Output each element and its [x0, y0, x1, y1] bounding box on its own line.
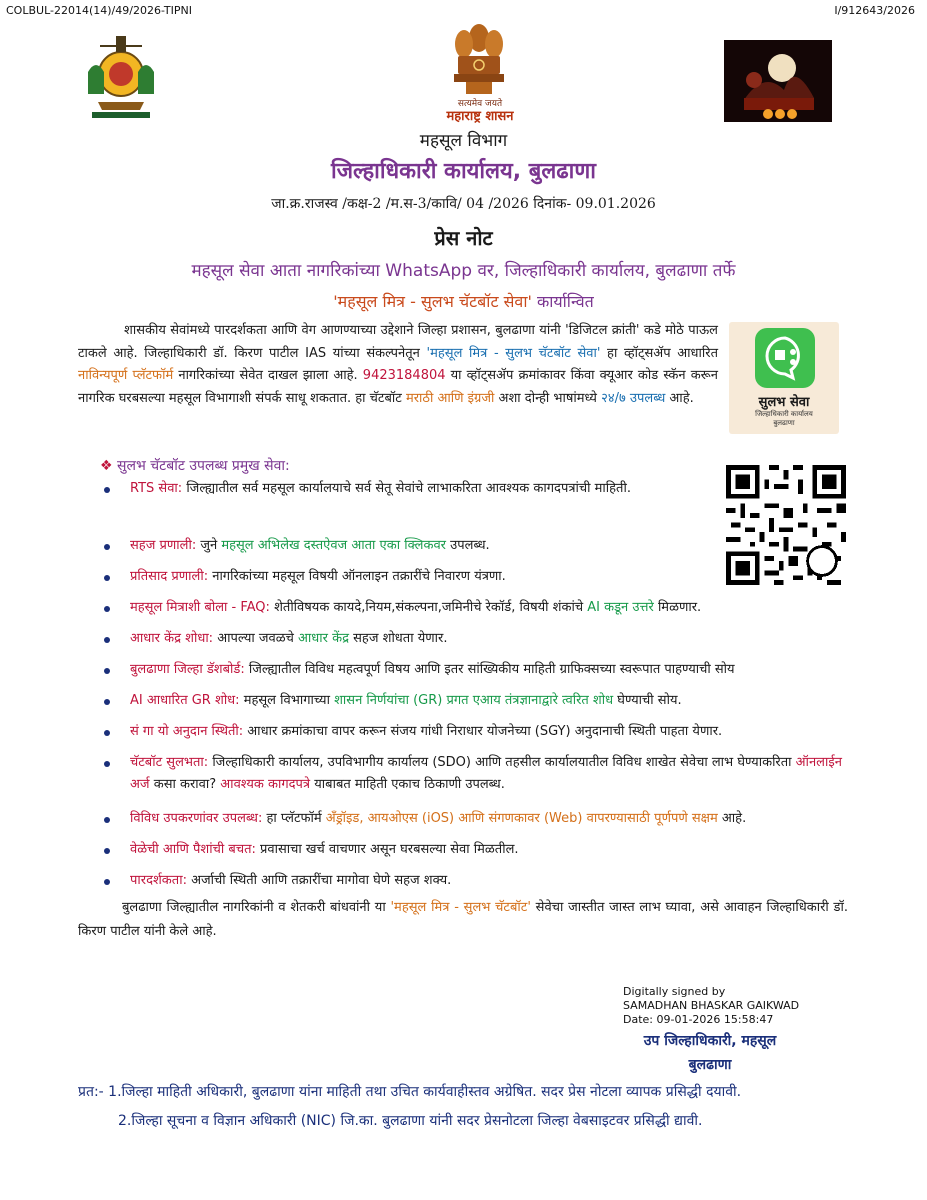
service-description: सहज शोधता येणार.: [349, 631, 448, 646]
closing-paragraph: बुलढाणा जिल्ह्यातील नागरिकांनी व शेतकरी बांधवांनी या 'महसूल मित्र - सुलभ चॅटबॉट' सेवेचा जास्तीत जास्त लाभ घ्यावा, असे आवाहन जिल्हाधिकारी डॉ. किरण पाटील यांनी केले आहे.: [78, 900, 848, 939]
service-highlight: AI कडून उत्तरे: [587, 600, 654, 615]
service-list-item: [110, 721, 850, 743]
service-description: उपलब्ध.: [446, 538, 490, 553]
service-list-item: [110, 535, 850, 557]
national-emblem-icon: [444, 20, 514, 98]
service-title: पारदर्शकता:: [130, 873, 187, 888]
service-title: चॅटबॉट सुलभता:: [130, 755, 209, 770]
signature-line: Digitally signed by: [623, 985, 726, 998]
bullet-icon: [104, 668, 110, 674]
reference-line: जा.क्र.राजस्व /कक्ष-2 /म.स-3/कावि/ 04 /2026 दिनांक- 09.01.2026: [271, 196, 656, 212]
service-title: RTS सेवा:: [130, 481, 183, 496]
copy-to-line-2: 2.जिल्हा सूचना व विज्ञान अधिकारी (NIC) जि.का. बुलढाणा यांनी सदर प्रेसनोटला जिल्हा वेबसाइटवर प्रसिद्धी द्यावी.: [118, 1113, 703, 1129]
emblem-state-name: महाराष्ट्र शासन: [446, 109, 514, 124]
service-list-item: [110, 870, 850, 892]
service-list-item: [110, 839, 850, 861]
service-list-item: [110, 659, 850, 681]
service-name-highlight: 'महसूल मित्र - सुलभ चॅटबॉट सेवा': [426, 345, 601, 361]
bullet-icon: [104, 699, 110, 705]
service-title: सहज प्रणाली:: [130, 538, 197, 553]
office-title: जिल्हाधिकारी कार्यालय, बुलढाणा: [331, 159, 596, 184]
service-description: जुने: [196, 538, 222, 553]
anniversary-logo-icon: [724, 40, 832, 122]
service-description: घेण्याची सोय.: [613, 693, 682, 708]
service-title: सं गा यो अनुदान स्थिती:: [130, 724, 244, 739]
service-description: जिल्ह्यातील विविध महत्वपूर्ण विषय आणि इतर सांख्यिकीय माहिती ग्राफिक्सच्या स्वरूपात पाहण्याची सोय: [244, 662, 735, 677]
service-title: महसूल मित्राशी बोला - FAQ:: [130, 600, 270, 615]
service-list-item: [110, 628, 850, 650]
service-list-item: [110, 752, 850, 796]
service-name-highlight: 'महसूल मित्र - सुलभ चॅटबॉट सेवा': [333, 292, 532, 311]
service-description: महसूल विभागाच्या: [239, 693, 335, 708]
digital-signature-block: [623, 985, 799, 1027]
service-highlight: आवश्यक कागदपत्रे: [220, 777, 311, 792]
service-description: जिल्हाधिकारी कार्यालय, उपविभागीय कार्यालय (SDO) आणि तहसील कार्यालयातील विविध शाखेत सेवेचा लाभ घेण्याकरिता: [208, 755, 796, 770]
bullet-icon: [104, 817, 110, 823]
service-title: वेळेची आणि पैशांची बचत:: [130, 842, 256, 857]
service-list-item: [110, 566, 850, 588]
service-description: अर्जाची स्थिती आणि तक्रारींचा मागोवा घेणे सहज शक्य.: [186, 873, 452, 888]
service-highlight: अँड्रॉइड, आयओएस (iOS) आणि संगणकावर (Web) वापरण्यासाठी पूर्णपणे सक्षम: [325, 811, 718, 826]
bullet-icon: [104, 487, 110, 493]
diamond-bullet-icon: ❖: [100, 458, 113, 474]
whatsapp-card-subtitle: जिल्हाधिकारी कार्यालय बुलढाणा: [755, 410, 813, 427]
bullet-icon: [104, 544, 110, 550]
service-list-item: [110, 808, 850, 830]
service-title: आधार केंद्र शोधा:: [130, 631, 214, 646]
service-description: आहे.: [717, 811, 747, 826]
bullet-icon: [104, 761, 110, 767]
service-title: बुलढाणा जिल्हा डॅशबोर्ड:: [130, 662, 245, 677]
platform-highlight: नाविन्यपूर्ण प्लॅटफॉर्म: [78, 368, 174, 383]
service-description: आधार क्रमांकाचा वापर करून संजय गांधी निराधार योजनेच्या (SGY) अनुदानाची स्थिती पाहता येणार.: [243, 724, 723, 739]
service-highlight: शासन निर्णयांचा (GR) प्रगत एआय तंत्रज्ञानाद्वारे त्वरित शोध: [334, 693, 614, 708]
service-highlight: आधार केंद्र: [298, 631, 349, 646]
service-description: आपल्या जवळचे: [213, 631, 299, 646]
service-list-item: [110, 478, 720, 500]
service-title: प्रतिसाद प्रणाली:: [130, 569, 209, 584]
signer-name: SAMADHAN BHASKAR GAIKWAD: [623, 999, 800, 1012]
service-name-highlight: 'महसूल मित्र - सुलभ चॅटबॉट': [390, 900, 531, 915]
service-description: नागरिकांच्या महसूल विषयी ऑनलाइन तक्रारींचे निवारण यंत्रणा.: [208, 569, 506, 584]
service-title: विविध उपकरणांवर उपलब्ध:: [130, 811, 263, 826]
signer-place: बुलढाणा: [688, 1057, 732, 1073]
bullet-icon: [104, 606, 110, 612]
intro-paragraph: शासकीय सेवांमध्ये पारदर्शकता आणि वेग आणण्याच्या उद्देशाने जिल्हा प्रशासन, बुलढाणा यांनी 'डिजिटल क्रांती' कडे मोठे पाऊल टाकले आहे. जिल्हाधिकारी डॉ. किरण पाटील IAS यांच्या संकल्पनेतून 'महसूल मित्र - सुलभ चॅटबॉट सेवा' हा व्हॉट्सॲप आधारित नाविन्यपूर्ण प्लॅटफॉर्म नागरिकांच्या सेवेत दाखल झाला आहे. 9423184804 या व्हॉट्सॲप क्रमांकावर किंवा क्यूआर कोड स्कॅन करून नागरिक घरबसल्या महसूल विभागाशी संपर्क साधू शकतात. हा चॅटबॉट मराठी आणि इंग्रजी अशा दोन्ही भाषांमध्ये २४/७ उपलब्ध आहे.: [78, 323, 718, 406]
emblem-motto: सत्यमेव जयते: [457, 99, 503, 109]
availability-highlight: २४/७ उपलब्ध: [601, 390, 666, 406]
service-highlight: ऑनलाईन अर्ज: [130, 755, 842, 792]
services-list-heading: ❖ सुलभ चॅटबॉट उपलब्ध प्रमुख सेवा:: [100, 458, 290, 474]
whatsapp-card-title: सुलभ सेवा: [758, 395, 810, 410]
bullet-icon: [104, 575, 110, 581]
document-ref-left: COLBUL-22014(14)/49/2026-TIPNI: [6, 4, 192, 17]
service-highlight: महसूल अभिलेख दस्तऐवज आता एका क्लिकवर: [221, 538, 447, 553]
service-list-item: [110, 690, 850, 712]
signer-designation: उप जिल्हाधिकारी, महसूल: [643, 1033, 777, 1049]
subtitle-line: महसूल सेवा आता नागरिकांच्या WhatsApp वर, जिल्हाधिकारी कार्यालय, बुलढाणा तर्फे: [191, 261, 736, 281]
bullet-icon: [104, 730, 110, 736]
service-list-item: [110, 597, 850, 619]
bullet-icon: [104, 848, 110, 854]
subtitle-line-2: 'महसूल मित्र - सुलभ चॅटबॉट सेवा' कार्यान्वित: [333, 292, 594, 311]
service-description: कसा करावा?: [149, 777, 221, 792]
document-ref-right: I/912643/2026: [834, 4, 915, 17]
languages-highlight: मराठी आणि इंग्रजी: [405, 390, 495, 406]
bullet-icon: [104, 637, 110, 643]
whatsapp-phone-number: 9423184804: [362, 368, 446, 383]
service-description: शेतीविषयक कायदे,नियम,संकल्पना,जमिनीचे रेकॉर्ड, विषयी शंकांचे: [269, 600, 588, 615]
service-description: प्रवासाचा खर्च वाचणार असून घरबसल्या सेवा मिळतील.: [255, 842, 519, 857]
copy-to-line-1: प्रत:- 1.जिल्हा माहिती अधिकारी, बुलढाणा यांना माहिती तथा उचित कार्यवाहीस्तव अग्रेषित. सदर प्रेस नोटला व्यापक प्रसिद्धी दयावी.: [78, 1084, 742, 1100]
district-seal-logo-icon: [82, 28, 160, 120]
department-name: महसूल विभाग: [419, 131, 508, 151]
whatsapp-chat-icon: [753, 326, 817, 390]
service-description: हा प्लॅटफॉर्म: [262, 811, 326, 826]
service-description: मिळणार.: [653, 600, 702, 615]
service-description: याबाबत माहिती एकाच ठिकाणी उपलब्ध.: [310, 777, 505, 792]
bullet-icon: [104, 879, 110, 885]
press-note-heading: प्रेस नोट: [434, 226, 493, 250]
service-description: जिल्ह्यातील सर्व महसूल कार्यालयाचे सर्व सेतू सेवांचे लाभाकरिता आवश्यक कागदपत्रांची माहिती.: [182, 481, 631, 496]
service-title: AI आधारित GR शोध:: [130, 693, 240, 708]
signature-date: Date: 09-01-2026 15:58:47: [623, 1013, 774, 1026]
